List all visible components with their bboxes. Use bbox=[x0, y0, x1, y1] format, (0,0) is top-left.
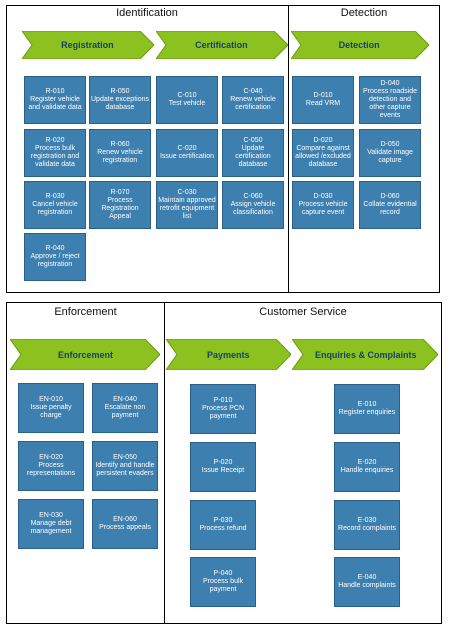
enforcement-label: Enforcement bbox=[57, 349, 113, 360]
process-box: C-060 Assign vehicle classification bbox=[222, 181, 284, 229]
process-box: P-020 Issue Receipt bbox=[190, 442, 256, 492]
process-box: C-010 Test vehicle bbox=[156, 76, 218, 124]
payments-chevron bbox=[166, 339, 291, 370]
identification-title: Identification bbox=[116, 7, 178, 19]
enquiries-label: Enquiries & Complaints bbox=[314, 349, 417, 360]
detection-title: Detection bbox=[340, 7, 388, 19]
process-box: C-030 Maintain approved retrofit equipment list bbox=[156, 181, 218, 229]
process-box: C-020 Issue certification bbox=[156, 129, 218, 177]
process-box: D-010 Read VRM bbox=[292, 76, 354, 124]
process-box: R-020 Process bulk registration and validate data bbox=[24, 129, 86, 177]
process-box: P-030 Process refund bbox=[190, 500, 256, 550]
certification-label: Certification bbox=[195, 40, 248, 50]
process-box: D-060 Collate evidential record bbox=[359, 181, 421, 229]
enquiries-chevron bbox=[292, 339, 438, 370]
process-box: E-030 Record complaints bbox=[334, 500, 400, 550]
enforcement-chevron bbox=[10, 339, 160, 370]
process-box: P-040 Process bulk payment bbox=[190, 557, 256, 607]
top-panel-divider bbox=[288, 5, 289, 293]
process-box: E-010 Register enquiries bbox=[334, 384, 400, 434]
process-box: EN-020 Process representations bbox=[18, 441, 84, 491]
process-box: R-040 Approve / reject registration bbox=[24, 233, 86, 281]
process-box: EN-060 Process appeals bbox=[92, 499, 158, 549]
process-box: R-060 Renew vehicle registration bbox=[89, 129, 151, 177]
registration-chevron bbox=[22, 31, 154, 59]
enforcement-title: Enforcement bbox=[54, 306, 117, 318]
process-box: C-040 Renew vehicle certification bbox=[222, 76, 284, 124]
process-box: C-050 Update certification database bbox=[222, 129, 284, 177]
process-box: EN-010 Issue penalty charge bbox=[18, 383, 84, 433]
process-box: R-010 Register vehicle and validate data bbox=[24, 76, 86, 124]
process-box: D-050 Validate image capture bbox=[359, 129, 421, 177]
process-box: EN-030 Manage debt management bbox=[18, 499, 84, 549]
process-box: R-070 Process Registration Appeal bbox=[89, 181, 151, 229]
process-box: E-040 Handle complaints bbox=[334, 557, 400, 607]
certification-chevron bbox=[156, 31, 288, 59]
process-box: R-030 Cancel vehicle registration bbox=[24, 181, 86, 229]
customer-service-title: Customer Service bbox=[259, 306, 347, 318]
process-box: D-020 Compare against allowed /excluded database bbox=[292, 129, 354, 177]
process-box: EN-040 Escalate non payment bbox=[92, 383, 158, 433]
process-box: R-050 Update exceptions database bbox=[89, 76, 151, 124]
process-box: P-010 Process PCN payment bbox=[190, 384, 256, 434]
process-box: D-040 Process roadside detection and other capture events bbox=[359, 76, 421, 124]
process-box: D-030 Process vehicle capture event bbox=[292, 181, 354, 229]
detection-chevron bbox=[291, 31, 429, 59]
registration-label: Registration bbox=[61, 40, 114, 50]
payments-label: Payments bbox=[206, 349, 250, 360]
process-box: EN-050 Identify and handle persistent evaders bbox=[92, 441, 158, 491]
detection-label: Detection bbox=[338, 40, 380, 50]
process-box: E-020 Handle enquiries bbox=[334, 442, 400, 492]
